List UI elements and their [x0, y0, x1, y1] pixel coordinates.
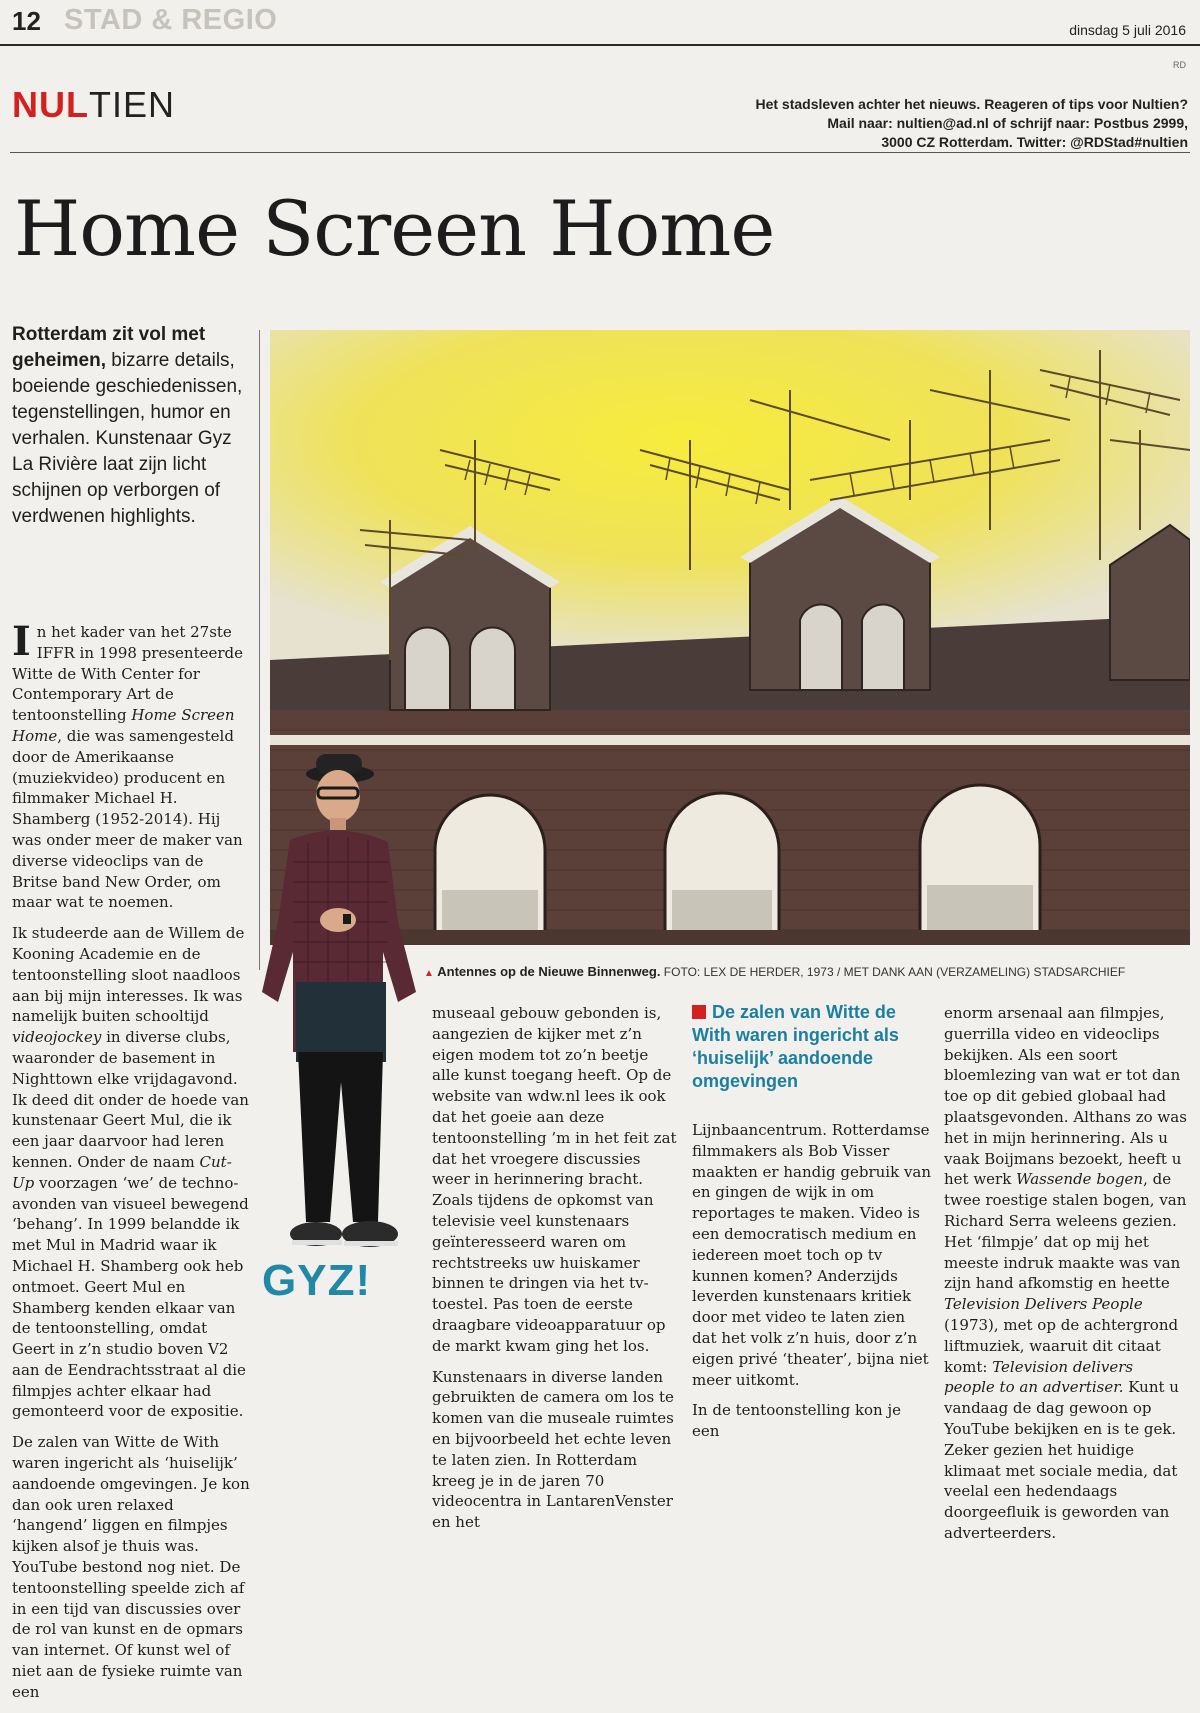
quote-arrow-icon	[692, 1005, 706, 1019]
col1-p2-em-2: Cut-Up	[12, 1152, 232, 1192]
pull-quote-text: De zalen van Witte de With waren ingericht als ‘huiselijk’ aandoende omgevingen	[692, 1002, 899, 1091]
brand-part-tien: TIEN	[89, 84, 176, 125]
caption-main: Antennes op de Nieuwe Binnenweg.	[437, 964, 661, 979]
tips-line-3: 3000 CZ Rotterdam. Twitter: @RDStad#nultien	[881, 134, 1188, 150]
col1-p1-title: Home Screen Home	[12, 706, 235, 745]
brand-rule	[10, 152, 1190, 153]
col4-em-1: Wassende bogen	[1016, 1170, 1144, 1189]
intro-lead	[12, 322, 250, 530]
pull-quote	[692, 1001, 932, 1093]
tips-line-1: Het stadsleven achter het nieuws. Reageren of tips voor Nultien?	[755, 96, 1188, 112]
dropcap: I	[12, 618, 31, 665]
page-number: 12	[12, 6, 41, 36]
col1-p2-em-1: videojockey	[12, 1028, 102, 1047]
caption-triangle-icon: ▲	[424, 968, 434, 979]
body-column-3	[692, 1120, 932, 1452]
photo-caption	[424, 964, 1125, 979]
section-title: STAD & REGIO	[64, 4, 278, 36]
caption-credit: FOTO: LEX DE HERDER, 1973 / MET DANK AAN (VERZAMELING) STADSARCHIEF	[663, 965, 1126, 979]
col4-text-d: Kunt u vandaag de dag gewoon op YouTube bekijken en is te gek. Zeker gezien het huidige klimaat met sociale media, dat veelal een hedendaags doorgeefluik is geworden van adverteerders.	[944, 1378, 1179, 1542]
intro-text: bizarre details, boeiende geschiedenissen, tegenstellingen, humor en verhalen. Kunstenaar Gyz La Rivière laat zijn licht schijnen op verborgen of verdwenen highlights.	[12, 350, 243, 527]
author-signature: GYZ!	[262, 1256, 372, 1305]
issue-date: dinsdag 5 juli 2016	[1069, 22, 1186, 38]
nultien-brand	[12, 84, 175, 126]
col1-p1-text-a: n het kader van het 27ste IFFR in 1998 presenteerde Witte de With Center for Contemporary Art de tentoonstelling	[12, 623, 244, 725]
col1-p2-text-a: Ik studeerde aan de Willem de Kooning Academie en de tentoonstelling sloot naadloos aan bij mijn interesses. Ik was namelijk buiten schooltijd	[12, 924, 245, 1026]
col1-p2-text-c: voorzagen ‘we’ de techno-avonden van visueel bewegend ‘behang’. In 1999 belandde ik met Mul in Madrid waar ik Michael H. Shamberg ook heb ontmoet. Geert Mul en Shamberg kenden elkaar van de tentoonstelling, omdat Geert in z’n studio boven V2 aan de Eendrachtsstraat al die filmpjes achter elkaar had gemonteerd voor de expositie.	[12, 1173, 249, 1421]
tips-line-2: Mail naar: nultien@ad.nl of schrijf naar: Postbus 2999,	[827, 115, 1188, 131]
col1-paragraph-2	[12, 923, 250, 1422]
col4-em-3: Television delivers people to an advertiser.	[944, 1357, 1134, 1397]
artist-figure-icon	[248, 752, 438, 1260]
col2-paragraph-2: Kunstenaars in diverse landen gebruikten de camera om los te komen van die museale ruimtes en bijvoorbeeld het echte leven te laten zien. In Rotterdam kreeg je in de jaren 70 videocentra in LantarenVenster en het	[432, 1367, 674, 1532]
headline: Home Screen Home	[14, 184, 775, 273]
col4-text-c: (1973), met op de achtergrond liftmuziek, waaruit dit citaat komt:	[944, 1315, 1179, 1376]
col4-paragraph-1	[944, 1003, 1188, 1544]
col1-p2-text-b: in diverse clubs, waaronder de basement in Nighttown elke vrijdagavond. Ik deed dit onder de hoede van kunstenaar Geert Mul, die ik een jaar daarvoor had leren kennen. Onder de naam	[12, 1028, 249, 1171]
col4-text-b: , de twee roestige stalen bogen, van Richard Serra weleens gezien. Het ‘filmpje’ dat op mij het meeste indruk maakte was van zijn hand afkomstig en heette	[944, 1170, 1187, 1293]
body-column-4	[944, 1003, 1188, 1554]
brand-part-nul: NUL	[12, 84, 89, 125]
intro-bold: Rotterdam zit vol met geheimen,	[12, 324, 206, 371]
col3-paragraph-2: In de tentoonstelling kon je een	[692, 1401, 902, 1441]
col4-em-2: Television Delivers People	[944, 1295, 1143, 1314]
col2-paragraph-1: museaal gebouw gebonden is, aangezien de kijker met z’n eigen modem tot zo’n beetje alle kunst toegang heeft. Op de website van wdw.nl lees ik ook dat het goeie aan deze tentoonstelling ’m in het feit zat dat het vroegere discussies weer in herinnering bracht. Zoals tijdens de opkomst van televisie veel kunstenaars geïnteresseerd waren om rechtstreeks uw huiskamer binnen te dringen via het tv-toestel. Pas toen de eerste draagbare videoapparatuur op de markt kwam ging het los.	[432, 1004, 677, 1355]
col1-paragraph-3: De zalen van Witte de With waren ingericht als ‘huiselijk’ aandoende omgevingen. Je kon dan ook uren relaxed ‘hangend’ liggen en filmpjes kijken alsof je thuis was. YouTube bestond nog niet. De tentoonstelling speelde zich af in een tijd van discussies over de rol van kunst en de opmars van internet. Of kunst wel of niet aan de fysieke ruimte van een	[12, 1433, 250, 1701]
col1-paragraph-1	[12, 618, 250, 913]
artist-photo	[248, 752, 438, 1260]
corner-mark: RD	[1173, 60, 1186, 70]
body-column-2	[432, 1003, 678, 1543]
col4-text-a: enorm arsenaal aan filmpjes, guerrilla video en videoclips bekijken. Als een soort bloemlezing van wat er tot dan toe op dit gebied globaal had plaatsgevonden. Althans zo was het in mijn herinnering. Als u vaak Boijmans bezoekt, heeft u het werk	[944, 1004, 1187, 1189]
header-rule	[0, 44, 1200, 46]
col3-paragraph-1: Lijnbaancentrum. Rotterdamse filmmakers als Bob Visser maakten er handig gebruik van en gingen de wijk in om reportages te maken. Video is een democratisch medium en iedereen moet toch op tv kunnen komen? Anderzijds leverden kunstenaars kritiek door met video te laten zien dat het volk z’n huis, door z’n eigen privé ‘theater’, bijna niet meer uitkomt.	[692, 1121, 932, 1389]
body-column-1	[12, 618, 250, 1713]
col1-p1-text-b: , die was samengesteld door de Amerikaanse (muziekvideo) producent en filmmaker Michael H. Shamberg (1952-2014). Hij was onder meer de maker van diverse videoclips van de Britse band New Order, om maar wat te noemen.	[12, 726, 243, 912]
tips-box	[718, 95, 1188, 152]
